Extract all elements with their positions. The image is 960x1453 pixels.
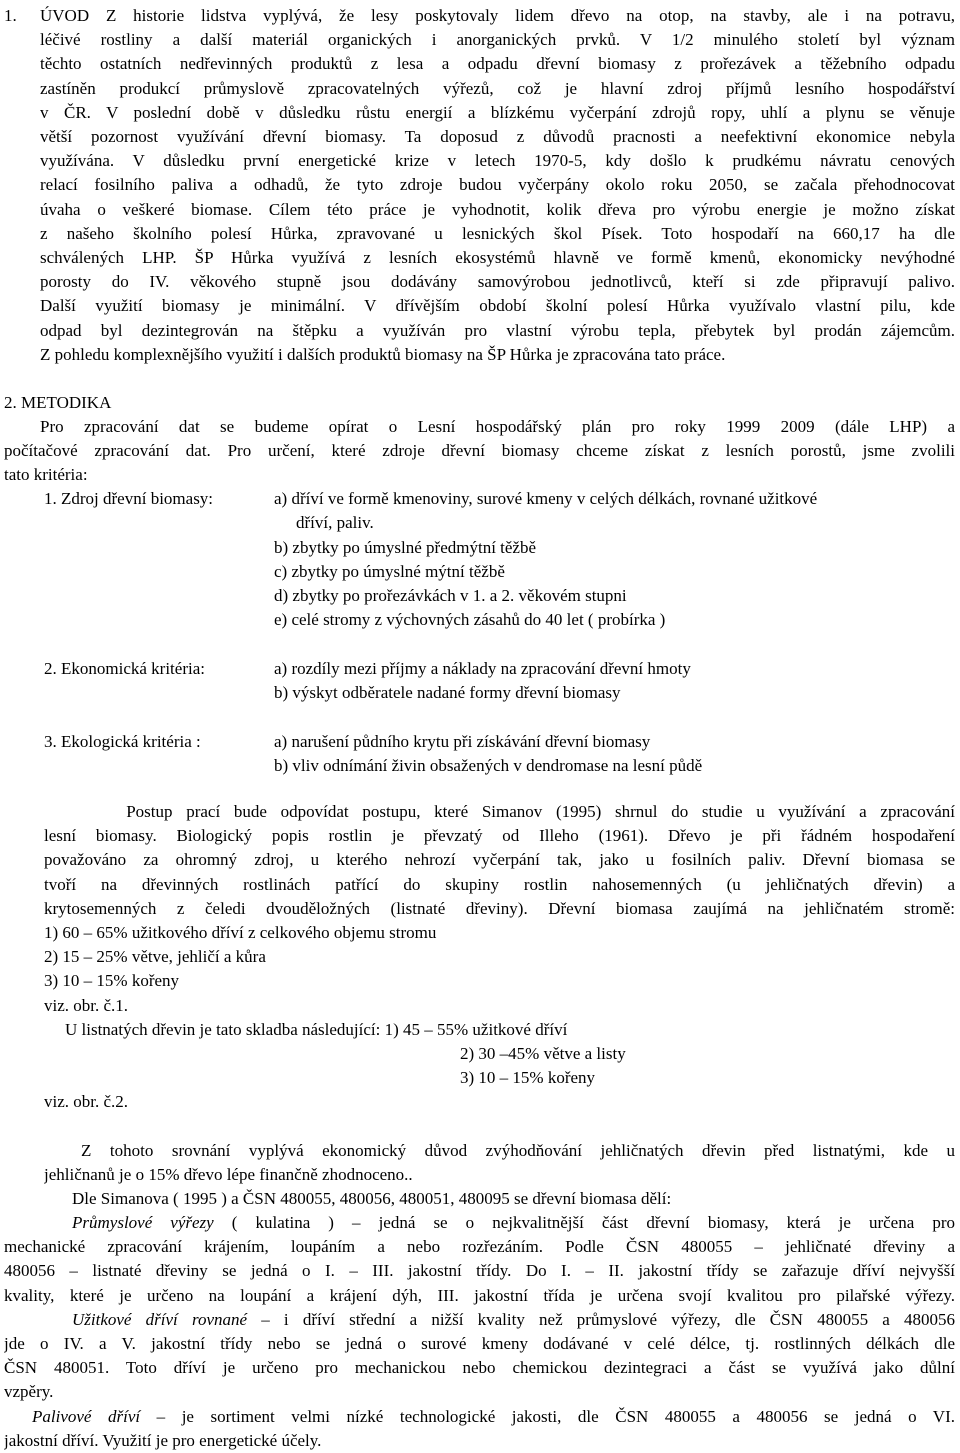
figure-reference: viz. obr. č.2. xyxy=(44,1092,129,1111)
text-line xyxy=(4,1405,955,1429)
procedure-paragraph xyxy=(44,800,955,921)
text-line: počítačové zpracování dat. Pro určení, které zdroje dřevní biomasy chceme získat z lesních porostů, jsme zvolili xyxy=(4,441,955,461)
criterion-label: 3. Ekologická kritéria : xyxy=(44,732,201,751)
term: Průmyslové výřezy xyxy=(72,1213,214,1232)
text-line: mechanické zpracování krájením, loupáním a nebo rozřezáním. Podle ČSN 480055 – jehličnaté dřeviny a xyxy=(4,1237,955,1257)
text-line: v ČR. V poslední době v důsledku růstu energií a blízkému vyčerpání zdrojů ropy, uhlí a plynu se věnuje xyxy=(40,102,955,122)
text-line: tvoří na dřevinných rostlinách patřící do skupiny rostlin nahosemenných (u jehličnatých dřevin) a xyxy=(44,874,955,894)
text-line: ÚVOD Z historie lidstva vyplývá, že lesy poskytovaly lidem dřevo na otop, na stavby, ale i na potravu, xyxy=(40,6,955,25)
classification-paragraph xyxy=(4,1211,955,1453)
text-line: kvality, které je určeno na loupání a krájení dýh, III. jakostní třída je určena svojí kvalitou pro pilařské výřezy. xyxy=(4,1285,955,1305)
criterion-item: dříví, paliv. xyxy=(296,513,374,532)
text-line xyxy=(4,1211,955,1235)
term: Užitkové dříví rovnané xyxy=(72,1309,248,1329)
text-line: schválených LHP. ŠP Hůrka využívá z lesních ekosystémů hlavně ve formě kmenů, ekonomicky nevýhodné xyxy=(40,248,955,268)
text-line: z našeho školního polesí Hůrka, zpravované u lesnických škol Písek. Toto hospodaří na 660,17 ha dle xyxy=(40,223,955,243)
text-line: ČSN 480051. Toto dříví je určeno pro mechanickou nebo chemickou dezintegraci a část se využívá jako důlní xyxy=(4,1358,955,1378)
text-line: lesní biomasy. Biologický popis rostlin je převzatý od Illeho (1961). Dřevo je při řádném hospodaření xyxy=(44,826,955,846)
text-fragment: – i dříví střední a nižší kvality než průmyslové výřezy, dle ČSN 480055 a 480056 xyxy=(247,1309,955,1329)
text-line: porosty do IV. věkového stupně jsou dodávány samovýrobou jednotlivců, kteří si zde připravují palivo. xyxy=(40,272,955,292)
section-number: 1. xyxy=(4,6,17,25)
text-line: odpad byl dezintegrován na štěpku a využíván pro vlastní výrobu tepla, přebytek byl prodán zájemcům. xyxy=(40,320,955,340)
text-line: vzpěry. xyxy=(4,1382,54,1402)
text-line: Pro zpracování dat se budeme opírat o Lesní hospodářský plán pro roky 1999 2009 (dále LHP) a xyxy=(40,417,955,436)
text-line: 480056 – listnaté dřeviny se jedná o I. – III. jakostní třídy. Do I. – II. jakostní třídy se zařazuje dříví nejvyšší xyxy=(4,1261,955,1281)
text-line: považováno za ohromný zdroj, u kterého nehrozí vyčerpání tak, jako u fosilních paliv. Dřevní biomasa se xyxy=(44,850,955,870)
text-line: relací fosilního paliva a odhadů, že tyto zdroje budou vyčerpány okolo roku 2050, se začala přehodnocovat xyxy=(40,175,955,195)
text-line: využívána. V důsledku první energetické krize v letech 1970-5, kdy došlo k prudkému návratu cenových xyxy=(40,151,955,171)
text-line: Postup prací bude odpovídat postupu, které Simanov (1995) shrnul do studie u využívání a zpracování xyxy=(44,802,955,821)
methodology-intro xyxy=(0,415,955,488)
text-line: tato kritéria: xyxy=(4,465,88,485)
text-line: léčivé rostliny a další materiál organických i anorganických prvků. V 1/2 minulého století byl význam xyxy=(40,30,955,50)
criterion-item: d) zbytky po prořezávkách v 1. a 2. věkovém stupni xyxy=(274,586,627,605)
classification-intro: Dle Simanova ( 1995 ) a ČSN 480055, 480056, 480051, 480095 se dřevní biomasa dělí: xyxy=(72,1189,672,1208)
text-line: jakostní dříví. Využití je pro energetické účely. xyxy=(4,1430,322,1450)
criterion-item: c) zbytky po úmyslné mýtní těžbě xyxy=(274,562,505,581)
text-line: jehličnanů je o 15% dřevo lépe finančně zhodnoceno.. xyxy=(44,1165,413,1185)
text-line: úvaha o veškeré biomase. Cílem této práce je vyhodnotit, kolik dřeva pro výrobu energie je možno získat xyxy=(40,199,955,219)
text-line xyxy=(4,1308,955,1332)
text-line: Další využití biomasy je minimální. V dřívějším období školní polesí Hůrka využívalo vlastní pilu, kde xyxy=(40,296,955,316)
text-line: těchto ostatních nedřevinných produktů z lesa a odpadu dřevní biomasy z prořezávek a těžebního odpadu xyxy=(40,54,955,74)
criterion-item: a) dříví ve formě kmenoviny, surové kmeny v celých délkách, rovnané užitkové xyxy=(274,489,818,508)
figure-reference: viz. obr. č.1. xyxy=(44,996,129,1015)
list-intro: U listnatých dřevin je tato skladba následující: 1) 45 – 55% užitkové dříví xyxy=(65,1020,568,1039)
text-line: zastíněn produkcí průmyslově zpracovatelných výřezů, což je hlavní zdroj příjmů lesního hospodářství xyxy=(40,78,955,98)
comparison-paragraph xyxy=(44,1139,955,1187)
text-line: větší pozornost využívání dřevní biomasy. Ta doposud z důvodů pracnosti a neefektivní ekonomice nebyla xyxy=(40,127,955,147)
list-item: 2) 30 –45% větve a listy xyxy=(460,1044,626,1063)
text-fragment: ( kulatina ) – jedná se o nejkvalitnější část dřevní biomasy, která je určena pro xyxy=(213,1213,955,1232)
intro-paragraph xyxy=(0,4,955,367)
criterion-label: 1. Zdroj dřevní biomasy: xyxy=(44,489,214,508)
list-item: 3) 10 – 15% kořeny xyxy=(44,971,180,990)
text-line: Z pohledu komplexnějšího využití i dalších produktů biomasy na ŠP Hůrka je zpracována tato práce. xyxy=(40,344,726,364)
text-fragment: – je sortiment velmi nízké technologické jakosti, dle ČSN 480055 a 480056 se jedná o VI. xyxy=(140,1406,955,1426)
criterion-item: b) výskyt odběratele nadané formy dřevní biomasy xyxy=(274,683,621,702)
criterion-item: e) celé stromy z výchovných zásahů do 40 let ( probírka ) xyxy=(274,610,666,629)
list-item: 3) 10 – 15% kořeny xyxy=(460,1068,596,1087)
list-item: 2) 15 – 25% větve, jehličí a kůra xyxy=(44,947,266,966)
text-line: Z tohoto srovnání vyplývá ekonomický důvod zvýhodňování jehličnatých dřevin před listnatými, kde u xyxy=(44,1141,955,1160)
list-item: 1) 60 – 65% užitkového dříví z celkového objemu stromu xyxy=(44,923,437,942)
criterion-item: a) rozdíly mezi příjmy a náklady na zpracování dřevní hmoty xyxy=(274,659,691,678)
section-heading: 2. METODIKA xyxy=(4,393,112,412)
text-line: jde o IV. a V. jakostní třídy nebo se jedná o surové kmeny dodávané v celé délce, tj. rostlinných délkách dle xyxy=(4,1334,955,1354)
criterion-item: a) narušení půdního krytu při získávání dřevní biomasy xyxy=(274,732,651,751)
term: Palivové dříví xyxy=(32,1406,141,1426)
criterion-label: 2. Ekonomická kritéria: xyxy=(44,659,205,678)
criterion-item: b) zbytky po úmyslné předmýtní těžbě xyxy=(274,538,537,557)
criterion-item: b) vliv odnímání živin obsažených v dendromase na lesní půdě xyxy=(274,756,703,775)
text-line: krytosemenných z čeledi dvouděložných (listnaté dřeviny). Dřevní biomasa zaujímá na jehličnatém stromě: xyxy=(44,898,955,918)
